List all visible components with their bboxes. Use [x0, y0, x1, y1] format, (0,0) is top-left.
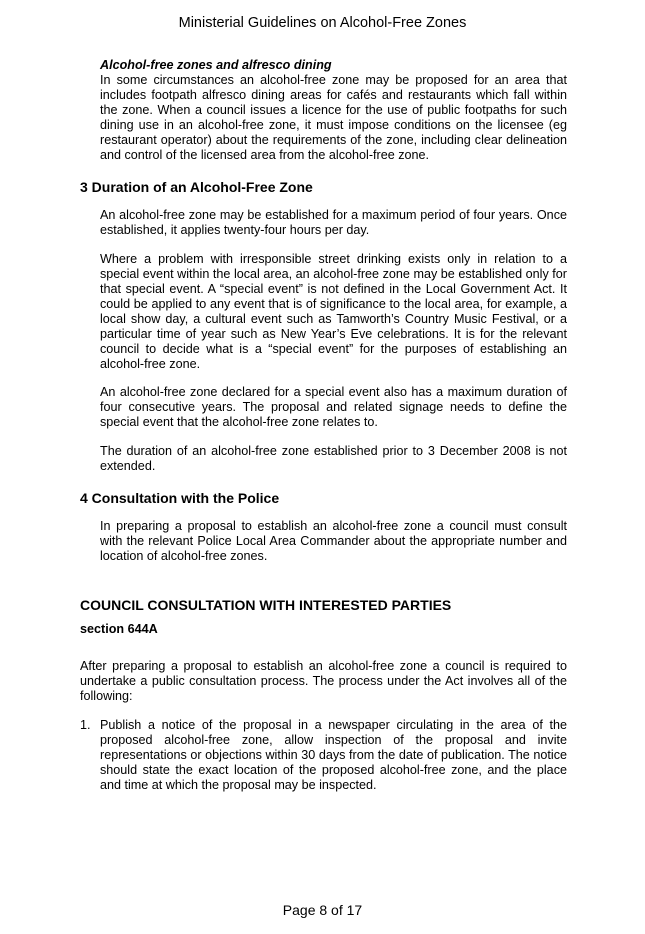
consultation-heading: COUNCIL CONSULTATION WITH INTERESTED PARTIES: [80, 597, 452, 613]
section-3-paragraph-2: Where a problem with irresponsible street drinking exists only in relation to a special event within the local area, an alcohol-free zone may be established only for that special event. A “special event” is not defined in the Local Government Act. It could be applied to any event that is of significance to the local area, for example, a local show day, a cultural event such as Tamworth’s Country Music Festival, or a particular time of year such as New Year’s Eve celebrations. It is for the relevant council to decide what is a “special event” for the purposes of establishing an alcohol-free zone.: [100, 252, 567, 371]
section-4-paragraph: In preparing a proposal to establish an alcohol-free zone a council must consult with the relevant Police Local Area Commander about the appropriate number and location of alcohol-free zones.: [100, 519, 567, 563]
alfresco-heading: Alcohol-free zones and alfresco dining: [100, 58, 332, 72]
section-reference: section 644A: [80, 622, 158, 636]
consultation-intro: After preparing a proposal to establish an alcohol-free zone a council is required to undertake a public consultation process. The process under the Act involves all of the following:: [80, 659, 567, 703]
section-3-paragraph-3: An alcohol-free zone declared for a special event also has a maximum duration of four consecutive years. The proposal and related signage needs to define the special event that the alcohol-free zone relates to.: [100, 385, 567, 429]
list-item-text: Publish a notice of the proposal in a newspaper circulating in the area of the proposed alcohol-free zone, allow inspection of the proposal and invite representations or objections within 30 days from the date of publication. The notice should state the exact location of the proposed alcohol-free zone, and the place and time at which the proposal may be inspected.: [100, 718, 567, 792]
section-3-heading: 3 Duration of an Alcohol-Free Zone: [80, 179, 313, 195]
page-number: Page 8 of 17: [282, 902, 363, 918]
section-3-paragraph-4: The duration of an alcohol-free zone established prior to 3 December 2008 is not extended.: [100, 444, 567, 473]
section-4-heading: 4 Consultation with the Police: [80, 490, 280, 506]
running-header: Ministerial Guidelines on Alcohol-Free Zones: [178, 15, 467, 31]
alfresco-paragraph: In some circumstances an alcohol-free zone may be proposed for an area that includes footpath alfresco dining areas for cafés and restaurants which fall within the zone. When a council issues a licence for the use of public footpaths for such dining use in an alcohol-free zone, it must impose conditions on the licensee (eg restaurant operator) about the requirements of the zone, including clear delineation and control of the licensed area from the alcohol-free zone.: [100, 73, 567, 162]
list-item-number: 1.: [80, 718, 91, 732]
section-3-paragraph-1: An alcohol-free zone may be established for a maximum period of four years. Once established, it applies twenty-four hours per day.: [100, 208, 567, 237]
